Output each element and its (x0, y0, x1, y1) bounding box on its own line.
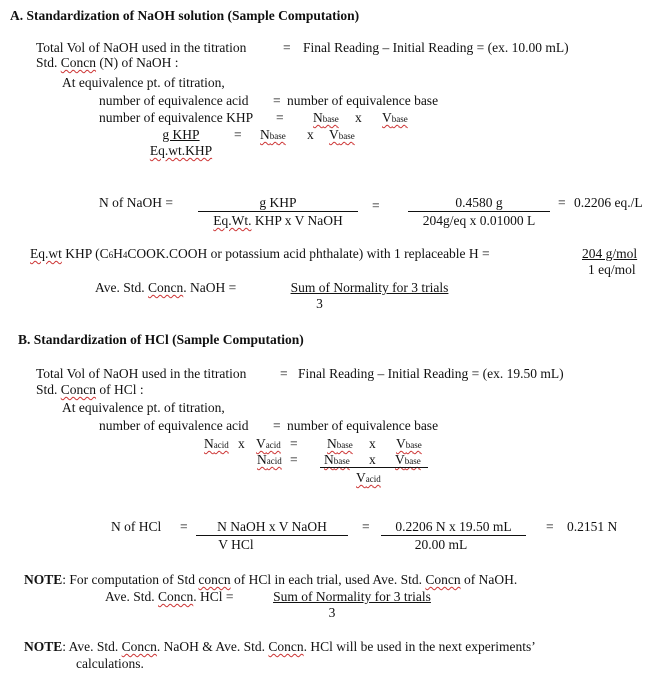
a-frac-num: g KHP (162, 127, 200, 142)
b-equiv-pt: At equivalence pt. of titration, (62, 400, 225, 415)
note2-line: NOTE: Ave. Std. Concn. NaOH & Ave. Std. Concn. HCl will be used in the next experiments’ (24, 639, 536, 654)
note1-ave-label: Ave. Std. Concn. HCl = (105, 589, 234, 604)
b-nacid-2: Nacid (257, 452, 282, 467)
b-vacid-1: Vacid (256, 436, 281, 451)
a-equals-3: = (276, 110, 284, 125)
a-eq-acid: number of equivalence acid (99, 93, 249, 108)
b-equals-1: = (280, 366, 288, 381)
a-eqwt-den: 1 eq/mol (588, 262, 636, 277)
a-total-vol-formula: Final Reading – Initial Reading = (ex. 10.00 mL) (303, 40, 569, 55)
b-nbase-2: Nbase (324, 452, 350, 467)
a-equals-1: = (283, 40, 291, 55)
a-times-2: x (307, 127, 314, 142)
a-ave-num: Sum of Normality for 3 trials (290, 280, 449, 295)
a-total-vol-label: Total Vol of NaOH used in the titration (36, 40, 247, 55)
b-eq-base: number of equivalence base (287, 418, 439, 433)
a-equiv-pt: At equivalence pt. of titration, (62, 75, 225, 90)
a-frac-den: Eq.wt.KHP (149, 143, 213, 158)
a-ave-label: Ave. Std. Concn. NaOH = (95, 280, 237, 295)
b-n-hcl-result: 0.2151 N (567, 519, 618, 534)
a-equals-4: = (234, 127, 242, 142)
b-n-hcl-bar (196, 535, 348, 536)
b-n-hcl-label: N of HCl (111, 519, 162, 534)
section-b-heading: B. Standardization of HCl (Sample Computation) (18, 332, 304, 347)
b-equals-5: = (180, 519, 188, 534)
b-equals-7: = (546, 519, 554, 534)
b-fraction-bar-1 (320, 467, 428, 468)
b-total-vol-formula: Final Reading – Initial Reading = (ex. 19.50 mL) (298, 366, 564, 381)
a-eqwt-num: 204 g/mol (582, 246, 638, 261)
note1-ave-num: Sum of Normality for 3 trials (273, 589, 431, 604)
b-nacid-1: Nacid (204, 436, 229, 451)
b-n-hcl-num: N NaOH x V NaOH (217, 519, 327, 534)
a-ave-den: 3 (316, 296, 323, 311)
a-eqwt-line: Eq.wt KHP (C6H4COOK.COOH or potassium acid phthalate) with 1 replaceable H = (30, 246, 490, 261)
note1-ave-den: 3 (328, 605, 336, 620)
b-equals-6: = (362, 519, 370, 534)
a-equals-5: = (372, 198, 380, 213)
a-vbase-1: Vbase (382, 110, 408, 125)
b-times-2: x (369, 436, 376, 451)
a-nbase-2: Nbase (260, 127, 286, 142)
a-equals-6: = (558, 195, 566, 210)
b-times-1: x (238, 436, 245, 451)
b-vacid-2: Vacid (356, 470, 381, 485)
a-eq-base: number of equivalence base (287, 93, 439, 108)
b-n-hcl-val-bar (381, 535, 526, 536)
b-equals-3: = (290, 436, 298, 451)
note1-line: NOTE: For computation of Std concn of HCl in each trial, used Ave. Std. Concn of NaOH. (24, 572, 518, 587)
a-n-naoh-den: Eq.Wt. KHP x V NaOH (213, 213, 343, 228)
b-n-hcl-val-den: 20.00 mL (414, 537, 468, 552)
a-n-naoh-fraction-bar (198, 211, 358, 212)
b-eq-acid: number of equivalence acid (99, 418, 249, 433)
b-std-concn-line: Std. Concn of HCl : (36, 382, 144, 397)
a-n-naoh-label: N of NaOH = (99, 195, 173, 210)
b-vbase-2: Vbase (395, 452, 421, 467)
a-nbase-1: Nbase (313, 110, 339, 125)
a-std-concn-line: Std. Concn (N) of NaOH : (36, 55, 179, 70)
note2-line2: calculations. (76, 656, 144, 671)
a-n-naoh-val-bar (408, 211, 550, 212)
a-n-naoh-val-num: 0.4580 g (455, 195, 503, 210)
a-n-naoh-num: g KHP (259, 195, 297, 210)
a-n-naoh-result: 0.2206 eq./L (574, 195, 643, 210)
section-a-heading: A. Standardization of NaOH solution (Sample Computation) (10, 8, 360, 23)
b-times-3: x (369, 452, 376, 467)
b-equals-4: = (290, 452, 298, 467)
b-n-hcl-val-num: 0.2206 N x 19.50 mL (395, 519, 512, 534)
a-n-naoh-val-den: 204g/eq x 0.01000 L (422, 213, 536, 228)
b-equals-2: = (273, 418, 281, 433)
b-total-vol-label: Total Vol of NaOH used in the titration (36, 366, 247, 381)
a-vbase-2: Vbase (329, 127, 355, 142)
b-n-hcl-den: V HCl (218, 537, 254, 552)
b-nbase-1: Nbase (327, 436, 353, 451)
a-eq-khp: number of equivalence KHP (99, 110, 254, 125)
b-vbase-1: Vbase (396, 436, 422, 451)
a-equals-2: = (273, 93, 281, 108)
a-times-1: x (355, 110, 362, 125)
